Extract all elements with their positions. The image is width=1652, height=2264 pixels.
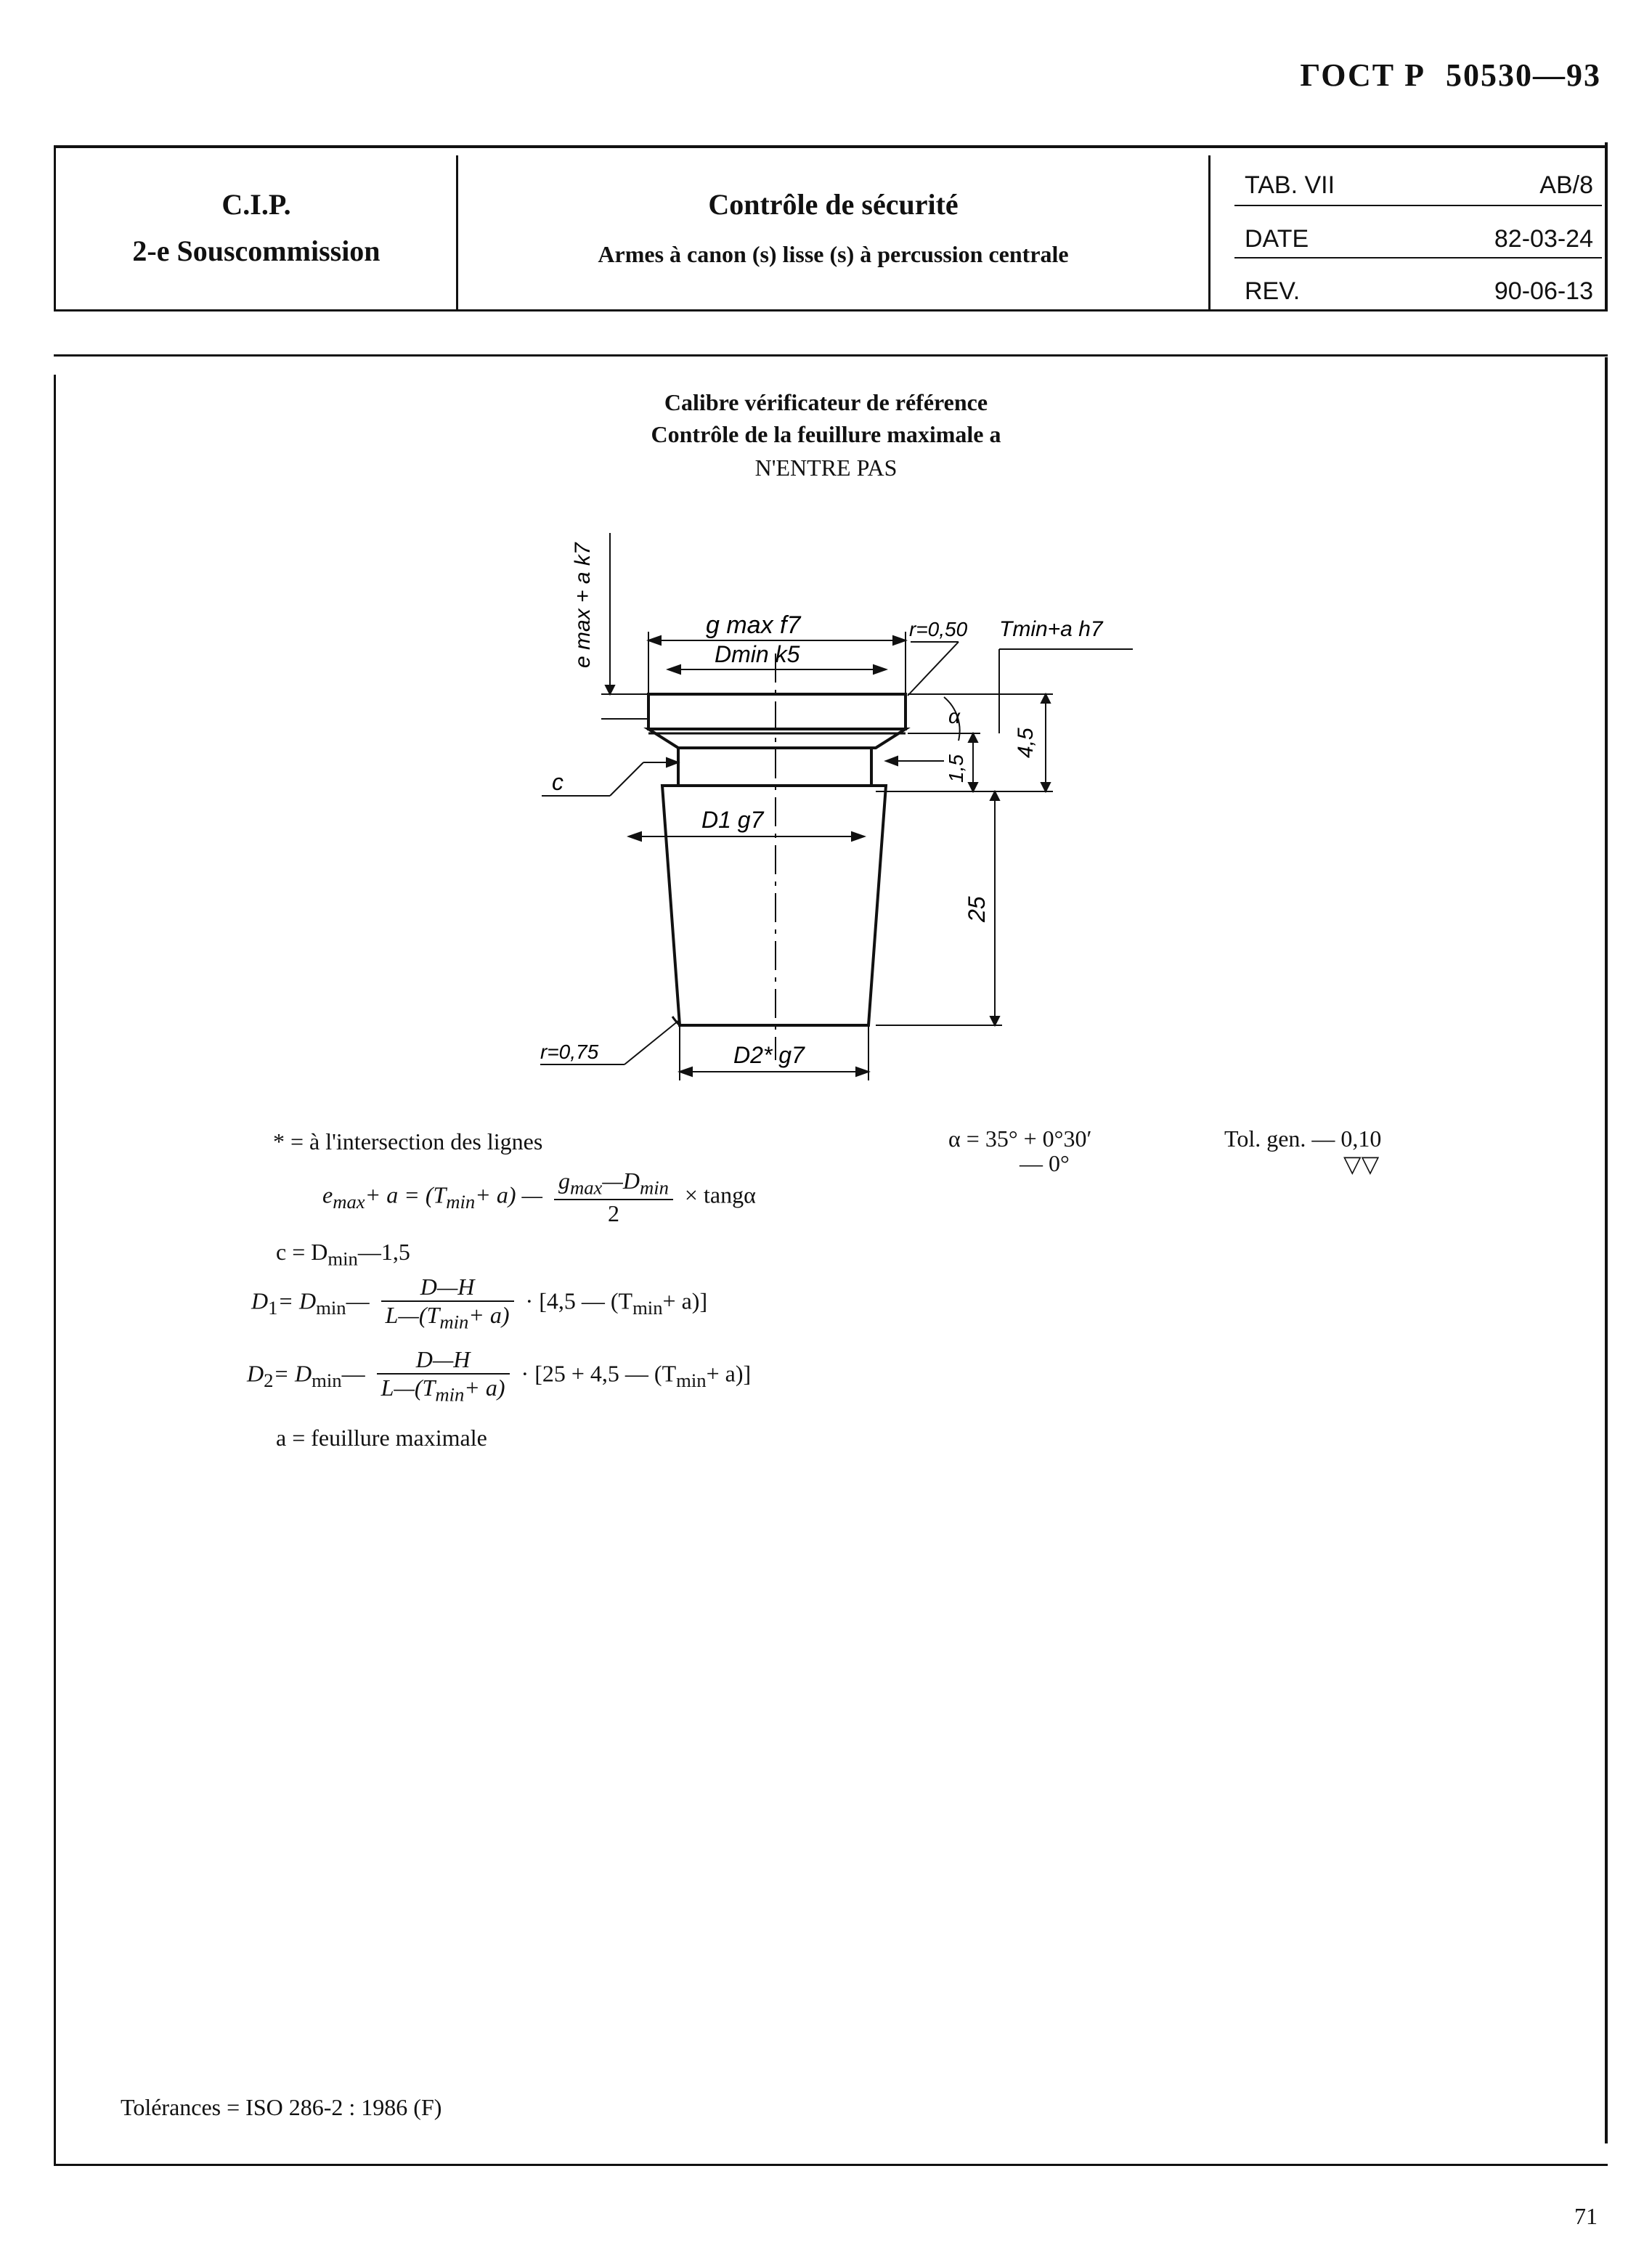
- f3-fraction: [381, 1274, 514, 1333]
- label-alpha: α: [948, 705, 960, 728]
- f3-den-a: L—(T: [385, 1302, 440, 1328]
- f2-lhs: c = D: [276, 1239, 328, 1265]
- f3-dash: —: [346, 1287, 370, 1314]
- drawing-title-2: Contrôle de la feuillure maximale a: [651, 421, 1001, 447]
- f1-mid2: + a) —: [475, 1181, 542, 1208]
- f3-tail: · [4,5 — (T: [525, 1287, 633, 1314]
- formula-c: [276, 1239, 410, 1270]
- table-title: Contrôle de sécurité: [708, 188, 959, 221]
- meta-key: DATE: [1245, 225, 1309, 253]
- tol-marks: ▽▽: [1343, 1151, 1380, 1177]
- label-r075: r=0,75: [540, 1041, 599, 1063]
- f4-dash: —: [341, 1360, 365, 1387]
- f4-fraction: [377, 1346, 510, 1406]
- f1-num-g-sub: max: [569, 1176, 603, 1199]
- label-d2: D2* g7: [733, 1042, 805, 1068]
- f3-num: D—H: [381, 1274, 514, 1302]
- f4-tail-sub: min: [676, 1369, 707, 1391]
- f4-den-b: + a): [464, 1375, 505, 1401]
- f3-tail-sub: min: [632, 1296, 663, 1319]
- table-subtitle: Armes à canon (s) lisse (s) à percussion centrale: [598, 241, 1069, 267]
- f1-mid: + a = (T: [365, 1181, 447, 1208]
- f3-eq-sub: min: [316, 1296, 346, 1319]
- drawing-title-1: Calibre vérificateur de référence: [664, 389, 988, 415]
- label-c: c: [552, 769, 563, 795]
- f1-lhs-sub: max: [333, 1190, 365, 1213]
- label-dmin: Dmin k5: [715, 641, 800, 667]
- meta-value: 90-06-13: [1494, 277, 1593, 305]
- f4-num: D—H: [377, 1346, 510, 1375]
- label-dim-45: 4,5: [1014, 728, 1038, 758]
- f4-eq-sub: min: [312, 1369, 342, 1391]
- f4-lhs: D: [247, 1360, 264, 1387]
- label-r050: r=0,50: [909, 618, 968, 640]
- f4-lhs-sub: 2: [264, 1369, 274, 1391]
- meta-value: 82-03-24: [1494, 225, 1593, 253]
- f4-den-a: L—(T: [381, 1375, 436, 1401]
- note-feuillure: a = feuillure maximale: [276, 1425, 487, 1451]
- f2-tail: —1,5: [357, 1239, 410, 1265]
- subcommission: 2-e Souscommission: [132, 235, 381, 267]
- f1-num-g: g: [558, 1168, 570, 1194]
- alpha-tolerance: α = 35° + 0°30′: [948, 1125, 1092, 1152]
- formula-d2: [247, 1346, 751, 1406]
- drawing-title-3: N'ENTRE PAS: [754, 455, 898, 481]
- label-gmax: g max f7: [706, 611, 801, 639]
- f3-den-sub: min: [439, 1311, 469, 1333]
- f1-num-d-sub: min: [639, 1176, 669, 1199]
- f2-sub: min: [327, 1247, 358, 1270]
- formula-d1: [251, 1274, 707, 1333]
- f1-num-d: —D: [602, 1168, 640, 1194]
- f3-lhs: D: [251, 1287, 269, 1314]
- dimensions: [540, 533, 1133, 1080]
- label-emax: e max + a k7: [571, 542, 595, 668]
- gauge-outline: [648, 694, 906, 1025]
- f3-den: [381, 1302, 514, 1333]
- label-tmin: Tmin+a h7: [999, 617, 1103, 641]
- note-star: * = à l'intersection des lignes: [273, 1128, 543, 1155]
- f3-eq: = D: [277, 1287, 317, 1314]
- alpha-minus: — 0°: [1020, 1150, 1070, 1176]
- f1-den: 2: [607, 1200, 619, 1227]
- standard-number: 50530—93: [1446, 57, 1601, 93]
- f3-den-b: + a): [468, 1302, 510, 1328]
- page-number: 71: [1574, 2203, 1598, 2229]
- label-dim-15: 1,5: [945, 754, 967, 783]
- f3-tail2: + a)]: [662, 1287, 708, 1314]
- f1-tail: × tangα: [684, 1181, 756, 1208]
- f1-lhs: e: [322, 1181, 333, 1208]
- f1-fraction: [554, 1168, 673, 1227]
- meta-key: TAB. VII: [1245, 171, 1335, 199]
- label-dim-25: 25: [964, 896, 990, 922]
- f4-tail2: + a)]: [706, 1360, 752, 1387]
- org-name: C.I.P.: [221, 188, 291, 221]
- standard-label: ГОСТ Р: [1300, 57, 1425, 93]
- f4-eq: = D: [273, 1360, 312, 1387]
- label-d1: D1 g7: [701, 807, 764, 833]
- formula-emax: [322, 1168, 756, 1227]
- tolerances-note: Tolérances = ISO 286-2 : 1986 (F): [121, 2094, 442, 2120]
- f3-lhs-sub: 1: [268, 1296, 278, 1319]
- f1-mid-sub: min: [446, 1190, 476, 1213]
- meta-key: REV.: [1245, 277, 1301, 305]
- f4-tail: · [25 + 4,5 — (T: [521, 1360, 677, 1387]
- meta-value: AB/8: [1539, 171, 1593, 199]
- f4-den-sub: min: [435, 1383, 465, 1406]
- f1-num: [554, 1168, 673, 1200]
- f4-den: [377, 1375, 510, 1406]
- tol-gen: Tol. gen. — 0,10: [1224, 1125, 1382, 1152]
